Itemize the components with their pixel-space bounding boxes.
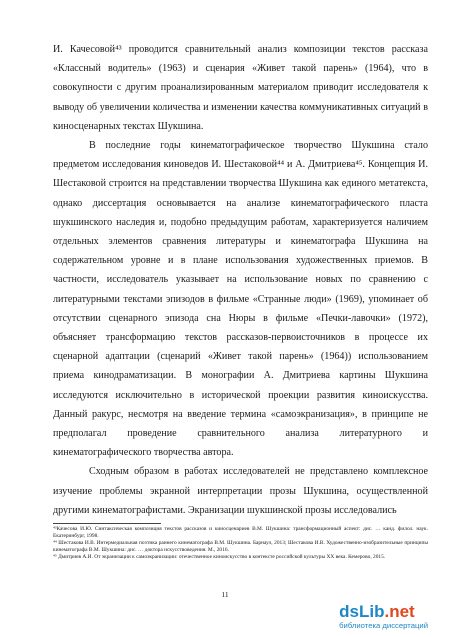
footnote-43: ⁴³Качесова И.Ю. Синтаксическая композиция текстов рассказов и киносценариев В.М. Шукшина: трансформационный аспект: дис. … канд. филол. наук. Екатеринбург, 1998. xyxy=(53,526,428,540)
body-paragraph-1: И. Качесовой⁴³ проводится сравнительный анализ композиции текстов рассказа «Классный водитель» (1963) и сценария «Живет такой парень» (1964), что в совокупности с другим проанализированным материалом приводит исследователя к выводу об увеличении количества и изменении качества коммуникативных ситуаций в киносценарных текстах Шукшина. xyxy=(53,44,428,132)
watermark-logo-main: dsLib xyxy=(339,602,385,621)
watermark-logo xyxy=(339,604,428,620)
watermark-subtitle: библиотека диссертаций xyxy=(339,621,428,630)
watermark-logo-accent: .net xyxy=(384,602,415,621)
footnote-separator xyxy=(53,523,161,524)
watermark[interactable] xyxy=(339,604,428,630)
footnote-44: ⁴⁴ Шестакова И.В. Интермедиальная поэтика раннего кинематографа В.М. Шукшина. Барнаул, 2013; Шестакова И.В. Художественно-изобразительные принципы кинематографа В.М. Шукшина: дис. … доктора искусствоведения. М., 2016. xyxy=(53,540,428,554)
document-body xyxy=(53,40,428,520)
page-number: 11 xyxy=(221,590,229,599)
footnotes xyxy=(53,526,428,561)
footnote-45: ⁴⁵ Дмитриев А.И. От экранизации к самоэкранизации: отечественное киноискусство в контексте российской культуры XX века. Кемерово, 2015. xyxy=(53,554,386,561)
body-paragraph-2: В последние годы кинематографическое творчество Шукшина стало предметом исследования киноведов И. Шестаковой⁴⁴ и А. Дмитриева⁴⁵. Концепция И. Шестаковой строится на представлении творчества Шукшина как единого метатекста, однако диссертация основывается на анализе кинематографического пласта шукшинского наследия и, подобно предыдущим работам, характеризуется наличием отдельных элементов сравнения литературы и кинематографа Шукшина на содержательном уровне и в плане использования художественных приемов. В частности, исследователь указывает на использование новых по сравнению с литературными текстами эпизодов в фильме «Странные люди» (1969), упоминает об отсутствии сценарного эпизода сна Нюры в фильме «Печки-лавочки» (1972), объясняет трансформацию текстов рассказов-первоисточников в процессе их сценарной адаптации (сценарий «Живет такой парень» (1964)) использованием приема кинодраматизации. В монографии А. Дмитриева картины Шукшина исследуются исключительно в исторической проекции развития киноискусства. Данный ракурс, несмотря на введение термина «самоэкранизация», в принципе не предполагал проведение сравнительного анализа литературного и кинематографического творчества автора. xyxy=(53,140,428,459)
body-paragraph-3: Сходным образом в работах исследователей не представлено комплексное изучение проблемы экранной интерпретации прозы Шукшина, осуществленной другими кинематографистами. Экранизации шукшинской прозы исследовались xyxy=(53,466,428,516)
